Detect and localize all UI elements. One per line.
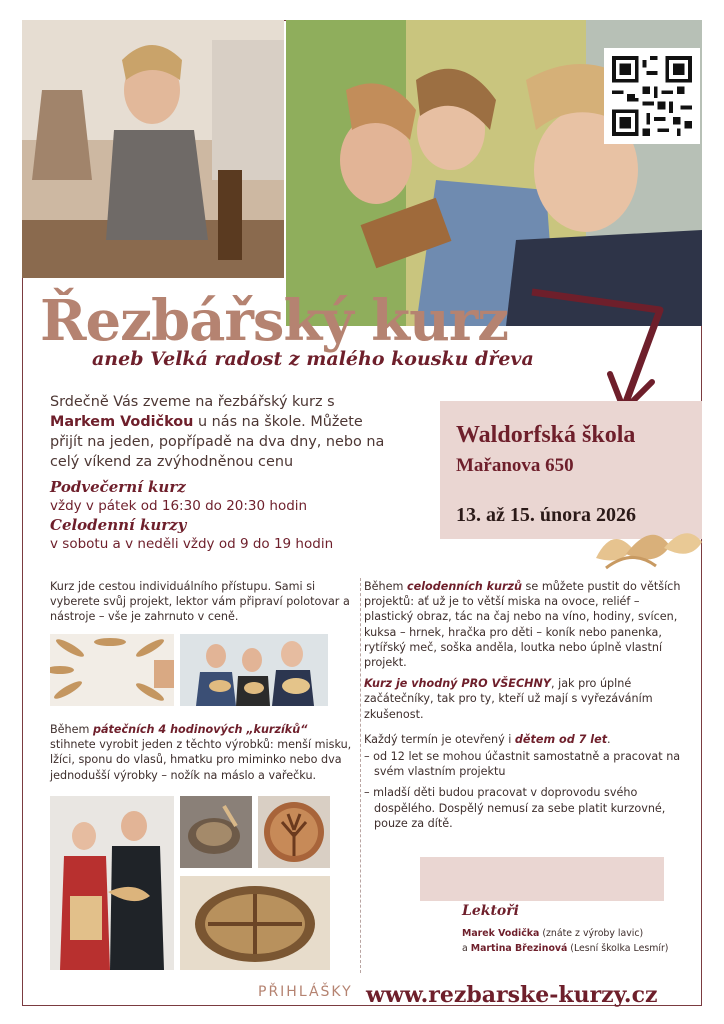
right-column — [364, 579, 684, 831]
photo-carved-bowl-spoon — [180, 796, 252, 868]
wood-shavings-image — [592, 518, 704, 572]
photo-divided-tray — [180, 876, 330, 970]
allday-course-heading: Celodenní kurzy — [50, 516, 187, 534]
signup-label: PŘIHLÁŠKY — [258, 984, 353, 1000]
lecturer-1: Marek Vodička (znáte z výroby lavic) — [462, 928, 644, 939]
lecturer-2: a Martina Březinová (Lesní školka Lesmír) — [462, 943, 669, 954]
evening-course-heading: Podvečerní kurz — [50, 478, 186, 496]
photo-tree-relief — [258, 796, 330, 868]
suitability-text: Kurz je vhodný PRO VŠECHNY, jak pro úplné začátečníky, tak pro ty, kteří už mají s vyřezáváním zkušenost. — [364, 677, 653, 721]
qr-code[interactable] — [604, 48, 700, 144]
website-link[interactable]: www.rezbarske-kurzy.cz — [366, 982, 658, 1008]
children-text: Každý termín je otevřený i dětem od 7 let. — [364, 732, 611, 746]
venue-address: Mařanova 650 — [456, 455, 574, 476]
left-column — [50, 579, 350, 625]
intro-text: Srdečně Vás zveme na řezbářský kurz s Markem Vodičkou u nás na škole. Můžete přijít na jeden, popřípadě na dva dny, nebo na celý víkend za zvýhodněnou cenu — [50, 394, 385, 470]
teacher-name: Markem Vodičkou — [50, 414, 194, 430]
venue-name: Waldorfská škola — [456, 422, 636, 448]
poster-title: Řezbářský kurz — [40, 288, 509, 354]
lecturers-heading: Lektoři — [462, 903, 519, 919]
lecturers-box — [420, 857, 664, 901]
course-date: 13. až 15. února 2026 — [456, 504, 636, 526]
photo-girl-carving — [22, 20, 284, 278]
list-item: – mladší děti budou pracovat v doprovodu svého dospělého. Dospělý nemusí za sebe platit kurzovné, pouze za dítě. — [364, 786, 666, 830]
allday-projects-text: Během celodenních kurzů se můžete pustit do větších projektů: ať už je to větší miska na ovoce, reliéf – plastický obraz, tác na čaj nebo na víno, hodiny, svícen, kuksa – hrnek, hračka pro děti – koník nebo panenka, rytířský meč, soška anděla, loutka nebo úplně vlastní projekt. — [364, 580, 681, 670]
evening-course-time: vždy v pátek od 16:30 do 20:30 hodin — [50, 498, 308, 514]
friday-courses-text: Během pátečních 4 hodinových „kurzíků“ stihnete vyrobit jeden z těchto výrobků: menší misku, lžíci, sponu do vlasů, hmatku pro miminko nebo dva jednodušší výrobky – nožík na máslo a vařečku. — [50, 723, 352, 782]
allday-course-time: v sobotu a v neděli vždy od 9 do 19 hodin — [50, 536, 334, 552]
photo-spoons-circle — [50, 634, 174, 706]
intro-block — [50, 392, 400, 554]
poster-subtitle: aneb Velká radost z malého kousku dřeva — [92, 348, 534, 370]
photo-group-bowls — [180, 634, 328, 706]
friday-courses-emphasis: pátečních 4 hodinových „kurzíků“ — [93, 723, 308, 736]
arrow-icon — [528, 282, 678, 418]
column-divider — [360, 578, 361, 973]
list-item: – od 12 let se mohou účastnit samostatně a pracovat na svém vlastním projektu — [364, 750, 681, 779]
photo-couple-carvings — [50, 796, 174, 970]
individual-approach-text: Kurz jde cestou individuálního přístupu. Sami si vyberete svůj projekt, lektor vám připraví polotovar a nástroje – vše je zahrnuto v ceně. — [50, 580, 350, 624]
